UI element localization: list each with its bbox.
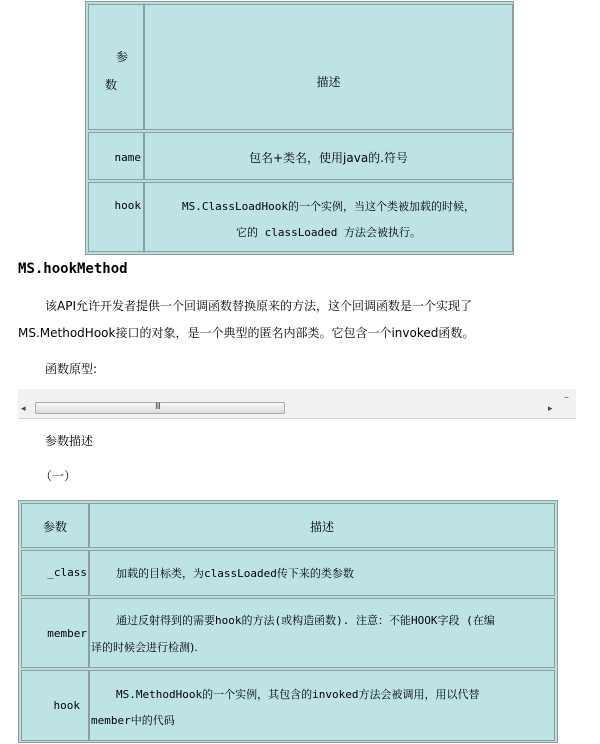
param-class: _class [47, 566, 87, 579]
table-row-name-desc [144, 132, 513, 180]
sub-label: （一） [40, 469, 77, 483]
hook2-desc-line1: MS.MethodHook的一个实例，其包含的invoked方法会被调用，用以代替 [116, 688, 480, 701]
param-member: member [47, 627, 87, 640]
member-desc-line1: 通过反射得到的需要hook的方法(或构造函数). 注意：不能HOOK字段 (在编 [116, 614, 495, 627]
table2-row-class-param [21, 550, 89, 596]
section-heading: MS.hookMethod [18, 261, 128, 277]
table2-header-cell-param [21, 503, 89, 548]
table2-row-member-param [21, 598, 89, 668]
table2-header-param: 参数 [42, 520, 67, 534]
params-label: 参数描述 [45, 434, 94, 448]
table2-row-class-desc [89, 550, 555, 596]
param-hook: hook [114, 199, 141, 212]
table-header-cell-param [88, 4, 144, 130]
header-desc-text: 描述 [316, 75, 341, 89]
scroll-right-arrow-icon[interactable]: ▸ [548, 404, 553, 414]
scroll-corner-dash: – [564, 392, 569, 403]
param-name: name [114, 151, 141, 164]
header-param-char1: 参 [116, 50, 129, 64]
member-desc-line2: 译的时候会进行检测). [91, 641, 198, 654]
class-desc: 加载的目标类，为classLoaded传下来的类参数 [116, 567, 354, 580]
scrollbar-grip-icon: III [155, 402, 160, 412]
name-desc: 包名+类名，使用java的.符号 [248, 151, 408, 165]
table2-row-hook-param [21, 670, 89, 741]
hook-desc-line2: 它的 classLoaded 方法会被执行。 [235, 226, 422, 239]
hook2-desc-line2: member中的代码 [91, 714, 175, 727]
param-hook2: hook [53, 699, 80, 712]
table-row-hook-param [88, 182, 144, 252]
hook-desc-line1: MS.ClassLoadHook的一个实例，当这个类被加载的时候， [182, 200, 475, 213]
scroll-left-arrow-icon[interactable]: ◂ [21, 404, 26, 414]
hook-class-params-table [85, 1, 514, 255]
table-header-cell-desc [144, 4, 513, 130]
section-paragraph-line2: MS.MethodHook接口的对象，是一个典型的匿名内部类。它包含一个invoked函数。 [18, 326, 475, 340]
table2-row-hook-desc [89, 670, 555, 741]
table2-header-cell-desc [89, 503, 555, 548]
table-row-hook-desc [144, 182, 513, 252]
hook-method-params-table [18, 500, 558, 743]
table-row-name-param [88, 132, 144, 180]
table2-row-member-desc [89, 598, 555, 668]
section-paragraph-line1: 该API允许开发者提供一个回调函数替换原来的方法，这个回调函数是一个实现了 [45, 299, 472, 313]
header-param-char2: 数 [105, 78, 118, 92]
prototype-label: 函数原型: [45, 362, 98, 376]
table2-header-desc: 描述 [309, 520, 334, 534]
scrollbar-thumb[interactable] [35, 402, 285, 414]
